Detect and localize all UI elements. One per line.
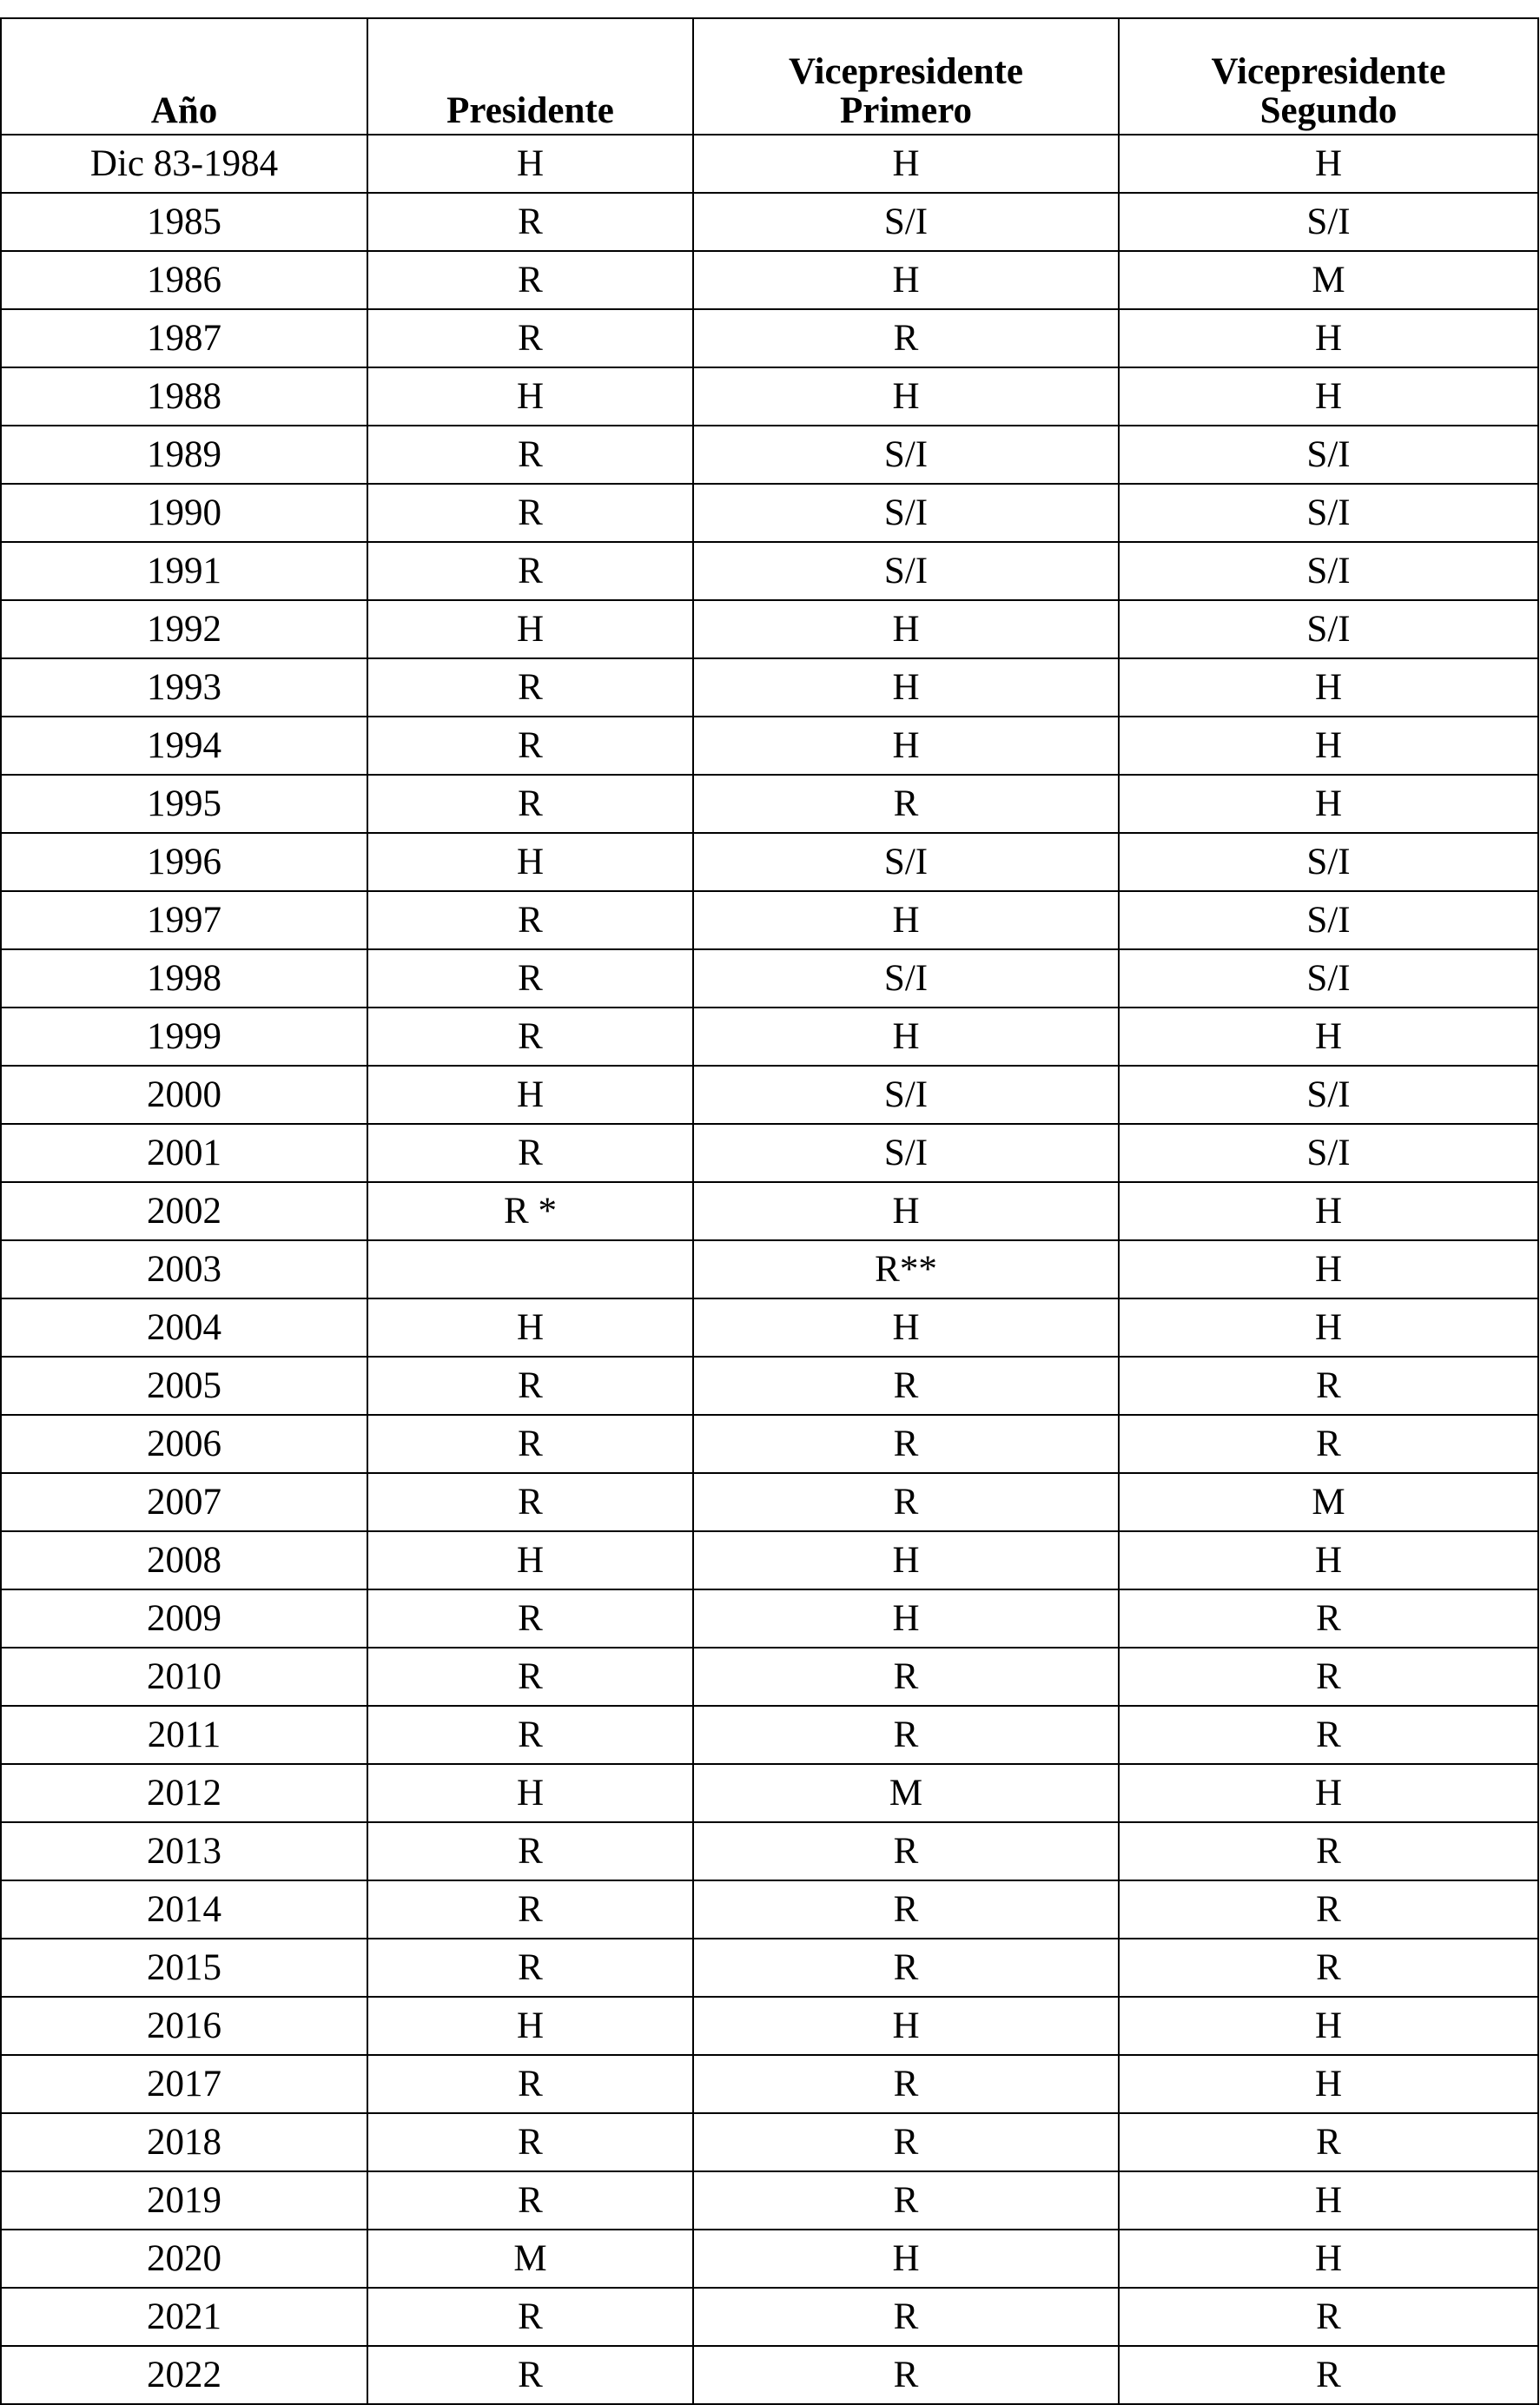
table-row bbox=[1, 600, 1538, 658]
cell-president: R bbox=[367, 309, 693, 367]
cell-president bbox=[367, 1240, 693, 1298]
header-vp2-label-line1: Vicepresidente bbox=[1211, 50, 1446, 92]
cell-vp1: H bbox=[693, 1182, 1119, 1240]
cell-vp1: H bbox=[693, 891, 1119, 949]
cell-year: 2011 bbox=[1, 1706, 367, 1764]
cell-president: H bbox=[367, 1764, 693, 1822]
cell-vp2: M bbox=[1119, 1473, 1538, 1531]
cell-vp2: H bbox=[1119, 2230, 1538, 2288]
cell-president: H bbox=[367, 833, 693, 891]
cell-year: 2019 bbox=[1, 2171, 367, 2230]
table-body bbox=[1, 135, 1538, 2404]
cell-vp1: H bbox=[693, 717, 1119, 775]
cell-vp1: S/I bbox=[693, 426, 1119, 484]
cell-vp1: S/I bbox=[693, 1066, 1119, 1124]
cell-president: R bbox=[367, 717, 693, 775]
cell-president: R bbox=[367, 1008, 693, 1066]
cell-year: 2015 bbox=[1, 1939, 367, 1997]
cell-vp2: H bbox=[1119, 309, 1538, 367]
table-row bbox=[1, 1008, 1538, 1066]
cell-vp2: S/I bbox=[1119, 193, 1538, 251]
table-row bbox=[1, 1415, 1538, 1473]
cell-president: R bbox=[367, 426, 693, 484]
table-row bbox=[1, 2346, 1538, 2404]
table-row bbox=[1, 2171, 1538, 2230]
cell-vp1: R bbox=[693, 2346, 1119, 2404]
cell-vp1: S/I bbox=[693, 542, 1119, 600]
cell-president: H bbox=[367, 600, 693, 658]
cell-year: 1987 bbox=[1, 309, 367, 367]
cell-president: R bbox=[367, 1124, 693, 1182]
table-row bbox=[1, 1997, 1538, 2055]
cell-year: 2009 bbox=[1, 1589, 367, 1648]
table-row bbox=[1, 1589, 1538, 1648]
table-row bbox=[1, 135, 1538, 193]
cell-president: H bbox=[367, 1531, 693, 1589]
table-row bbox=[1, 251, 1538, 309]
cell-year: 2002 bbox=[1, 1182, 367, 1240]
table-row bbox=[1, 1124, 1538, 1182]
cell-year: 1985 bbox=[1, 193, 367, 251]
cell-vp1: R bbox=[693, 775, 1119, 833]
cell-vp2: R bbox=[1119, 1589, 1538, 1648]
cell-year: 2016 bbox=[1, 1997, 367, 2055]
header-year-label: Año bbox=[150, 89, 218, 131]
cell-vp1: R bbox=[693, 1648, 1119, 1706]
cell-vp2: H bbox=[1119, 2055, 1538, 2113]
cell-year: 2007 bbox=[1, 1473, 367, 1531]
cell-vp1: S/I bbox=[693, 833, 1119, 891]
cell-vp1: R bbox=[693, 1880, 1119, 1939]
cell-president: R bbox=[367, 542, 693, 600]
cell-vp1: R** bbox=[693, 1240, 1119, 1298]
cell-year: 2000 bbox=[1, 1066, 367, 1124]
cell-vp2: R bbox=[1119, 1939, 1538, 1997]
table-row bbox=[1, 309, 1538, 367]
cell-year: 1999 bbox=[1, 1008, 367, 1066]
cell-president: H bbox=[367, 1997, 693, 2055]
table-row bbox=[1, 2055, 1538, 2113]
table-row bbox=[1, 1939, 1538, 1997]
cell-year: 1991 bbox=[1, 542, 367, 600]
cell-year: 2014 bbox=[1, 1880, 367, 1939]
cell-vp1: H bbox=[693, 1298, 1119, 1357]
cell-vp2: H bbox=[1119, 1008, 1538, 1066]
cell-year: 1996 bbox=[1, 833, 367, 891]
table-row bbox=[1, 1880, 1538, 1939]
cell-year: 2006 bbox=[1, 1415, 367, 1473]
cell-president: M bbox=[367, 2230, 693, 2288]
cell-vp2: H bbox=[1119, 658, 1538, 717]
cell-vp2: H bbox=[1119, 1240, 1538, 1298]
cell-vp1: R bbox=[693, 2113, 1119, 2171]
cell-president: R bbox=[367, 193, 693, 251]
header-vp1-label-line1: Vicepresidente bbox=[789, 50, 1023, 92]
table-row bbox=[1, 1066, 1538, 1124]
cell-year: 2018 bbox=[1, 2113, 367, 2171]
table-row bbox=[1, 833, 1538, 891]
cell-vp2: S/I bbox=[1119, 542, 1538, 600]
cell-year: Dic 83-1984 bbox=[1, 135, 367, 193]
cell-vp1: R bbox=[693, 2055, 1119, 2113]
cell-president: R bbox=[367, 891, 693, 949]
cell-vp2: R bbox=[1119, 2113, 1538, 2171]
header-row bbox=[1, 18, 1538, 135]
cell-year: 1988 bbox=[1, 367, 367, 426]
cell-president: R bbox=[367, 2113, 693, 2171]
cell-vp2: R bbox=[1119, 1415, 1538, 1473]
cell-vp1: R bbox=[693, 1939, 1119, 1997]
table-row bbox=[1, 1764, 1538, 1822]
cell-year: 1992 bbox=[1, 600, 367, 658]
table-row bbox=[1, 1240, 1538, 1298]
cell-vp2: S/I bbox=[1119, 426, 1538, 484]
table-row bbox=[1, 2113, 1538, 2171]
table-row bbox=[1, 1648, 1538, 1706]
header-president bbox=[367, 18, 693, 135]
cell-vp2: H bbox=[1119, 1764, 1538, 1822]
table-row bbox=[1, 949, 1538, 1008]
cell-vp1: H bbox=[693, 367, 1119, 426]
cell-vp1: M bbox=[693, 1764, 1119, 1822]
cell-president: R bbox=[367, 1415, 693, 1473]
cell-president: R bbox=[367, 484, 693, 542]
cell-president: R bbox=[367, 2171, 693, 2230]
cell-year: 1986 bbox=[1, 251, 367, 309]
table-row bbox=[1, 542, 1538, 600]
cell-president: R bbox=[367, 775, 693, 833]
cell-vp2: S/I bbox=[1119, 833, 1538, 891]
cell-president: H bbox=[367, 367, 693, 426]
header-vp2-label-line2: Segundo bbox=[1259, 89, 1398, 131]
cell-vp1: H bbox=[693, 1589, 1119, 1648]
cell-vp1: R bbox=[693, 1706, 1119, 1764]
table-row bbox=[1, 1182, 1538, 1240]
table-row bbox=[1, 1473, 1538, 1531]
cell-president: R bbox=[367, 251, 693, 309]
cell-year: 1995 bbox=[1, 775, 367, 833]
cell-vp2: R bbox=[1119, 2346, 1538, 2404]
cell-vp2: S/I bbox=[1119, 891, 1538, 949]
cell-vp1: R bbox=[693, 309, 1119, 367]
cell-president: R * bbox=[367, 1182, 693, 1240]
cell-vp2: H bbox=[1119, 775, 1538, 833]
cell-president: R bbox=[367, 1822, 693, 1880]
cell-vp1: H bbox=[693, 1997, 1119, 2055]
cell-vp2: R bbox=[1119, 1706, 1538, 1764]
cell-year: 1993 bbox=[1, 658, 367, 717]
cell-year: 2005 bbox=[1, 1357, 367, 1415]
cell-vp2: R bbox=[1119, 1357, 1538, 1415]
cell-vp2: H bbox=[1119, 1531, 1538, 1589]
cell-president: R bbox=[367, 2288, 693, 2346]
cell-vp1: H bbox=[693, 251, 1119, 309]
cell-president: R bbox=[367, 1589, 693, 1648]
cell-vp2: S/I bbox=[1119, 1066, 1538, 1124]
table-row bbox=[1, 2288, 1538, 2346]
cell-president: R bbox=[367, 1357, 693, 1415]
cell-year: 2004 bbox=[1, 1298, 367, 1357]
header-vp1-label-line2: Primero bbox=[839, 89, 972, 131]
cell-year: 2013 bbox=[1, 1822, 367, 1880]
cell-year: 2020 bbox=[1, 2230, 367, 2288]
cell-president: R bbox=[367, 949, 693, 1008]
cell-vp2: S/I bbox=[1119, 1124, 1538, 1182]
cell-vp2: S/I bbox=[1119, 484, 1538, 542]
cell-year: 1997 bbox=[1, 891, 367, 949]
table-row bbox=[1, 484, 1538, 542]
header-vp1 bbox=[693, 18, 1119, 135]
cell-president: R bbox=[367, 1473, 693, 1531]
table-row bbox=[1, 1706, 1538, 1764]
header-year bbox=[1, 18, 367, 135]
table-row bbox=[1, 367, 1538, 426]
cell-vp1: R bbox=[693, 1415, 1119, 1473]
cell-year: 2012 bbox=[1, 1764, 367, 1822]
header-president-label: Presidente bbox=[446, 89, 614, 131]
table-row bbox=[1, 193, 1538, 251]
cell-president: H bbox=[367, 1298, 693, 1357]
cell-vp2: S/I bbox=[1119, 600, 1538, 658]
cell-president: R bbox=[367, 1880, 693, 1939]
header-vp2 bbox=[1119, 18, 1538, 135]
cell-vp1: R bbox=[693, 2171, 1119, 2230]
cell-president: R bbox=[367, 1648, 693, 1706]
cell-vp1: S/I bbox=[693, 193, 1119, 251]
cell-year: 2008 bbox=[1, 1531, 367, 1589]
cell-year: 2017 bbox=[1, 2055, 367, 2113]
cell-vp2: H bbox=[1119, 1298, 1538, 1357]
cell-vp2: S/I bbox=[1119, 949, 1538, 1008]
table-row bbox=[1, 1298, 1538, 1357]
cell-vp1: S/I bbox=[693, 484, 1119, 542]
cell-president: H bbox=[367, 1066, 693, 1124]
table-row bbox=[1, 426, 1538, 484]
cell-year: 2001 bbox=[1, 1124, 367, 1182]
cell-president: R bbox=[367, 658, 693, 717]
table-row bbox=[1, 2230, 1538, 2288]
cell-president: R bbox=[367, 1939, 693, 1997]
cell-year: 1998 bbox=[1, 949, 367, 1008]
cell-vp2: R bbox=[1119, 1880, 1538, 1939]
cell-vp1: H bbox=[693, 2230, 1119, 2288]
table-row bbox=[1, 1357, 1538, 1415]
cell-vp2: R bbox=[1119, 1648, 1538, 1706]
cell-vp1: R bbox=[693, 1822, 1119, 1880]
cell-year: 2003 bbox=[1, 1240, 367, 1298]
cell-vp2: R bbox=[1119, 2288, 1538, 2346]
cell-vp2: H bbox=[1119, 1182, 1538, 1240]
table-row bbox=[1, 775, 1538, 833]
cell-vp1: H bbox=[693, 1531, 1119, 1589]
table-row bbox=[1, 891, 1538, 949]
cell-vp1: H bbox=[693, 1008, 1119, 1066]
table-row bbox=[1, 658, 1538, 717]
cell-year: 2022 bbox=[1, 2346, 367, 2404]
cell-vp1: S/I bbox=[693, 1124, 1119, 1182]
cell-vp1: R bbox=[693, 2288, 1119, 2346]
cell-vp1: H bbox=[693, 658, 1119, 717]
cell-year: 2021 bbox=[1, 2288, 367, 2346]
cell-year: 1990 bbox=[1, 484, 367, 542]
cell-vp1: S/I bbox=[693, 949, 1119, 1008]
cell-vp2: H bbox=[1119, 717, 1538, 775]
cell-vp2: R bbox=[1119, 1822, 1538, 1880]
cell-vp2: H bbox=[1119, 1997, 1538, 2055]
cell-president: R bbox=[367, 1706, 693, 1764]
officers-table bbox=[0, 17, 1539, 2405]
cell-year: 1989 bbox=[1, 426, 367, 484]
cell-vp1: H bbox=[693, 135, 1119, 193]
cell-year: 2010 bbox=[1, 1648, 367, 1706]
table-row bbox=[1, 717, 1538, 775]
cell-vp2: H bbox=[1119, 2171, 1538, 2230]
cell-year: 1994 bbox=[1, 717, 367, 775]
table-row bbox=[1, 1531, 1538, 1589]
cell-vp2: H bbox=[1119, 367, 1538, 426]
cell-vp1: R bbox=[693, 1473, 1119, 1531]
cell-president: R bbox=[367, 2055, 693, 2113]
cell-president: R bbox=[367, 2346, 693, 2404]
cell-vp1: R bbox=[693, 1357, 1119, 1415]
cell-vp2: H bbox=[1119, 135, 1538, 193]
cell-vp1: H bbox=[693, 600, 1119, 658]
cell-president: H bbox=[367, 135, 693, 193]
table-row bbox=[1, 1822, 1538, 1880]
cell-vp2: M bbox=[1119, 251, 1538, 309]
